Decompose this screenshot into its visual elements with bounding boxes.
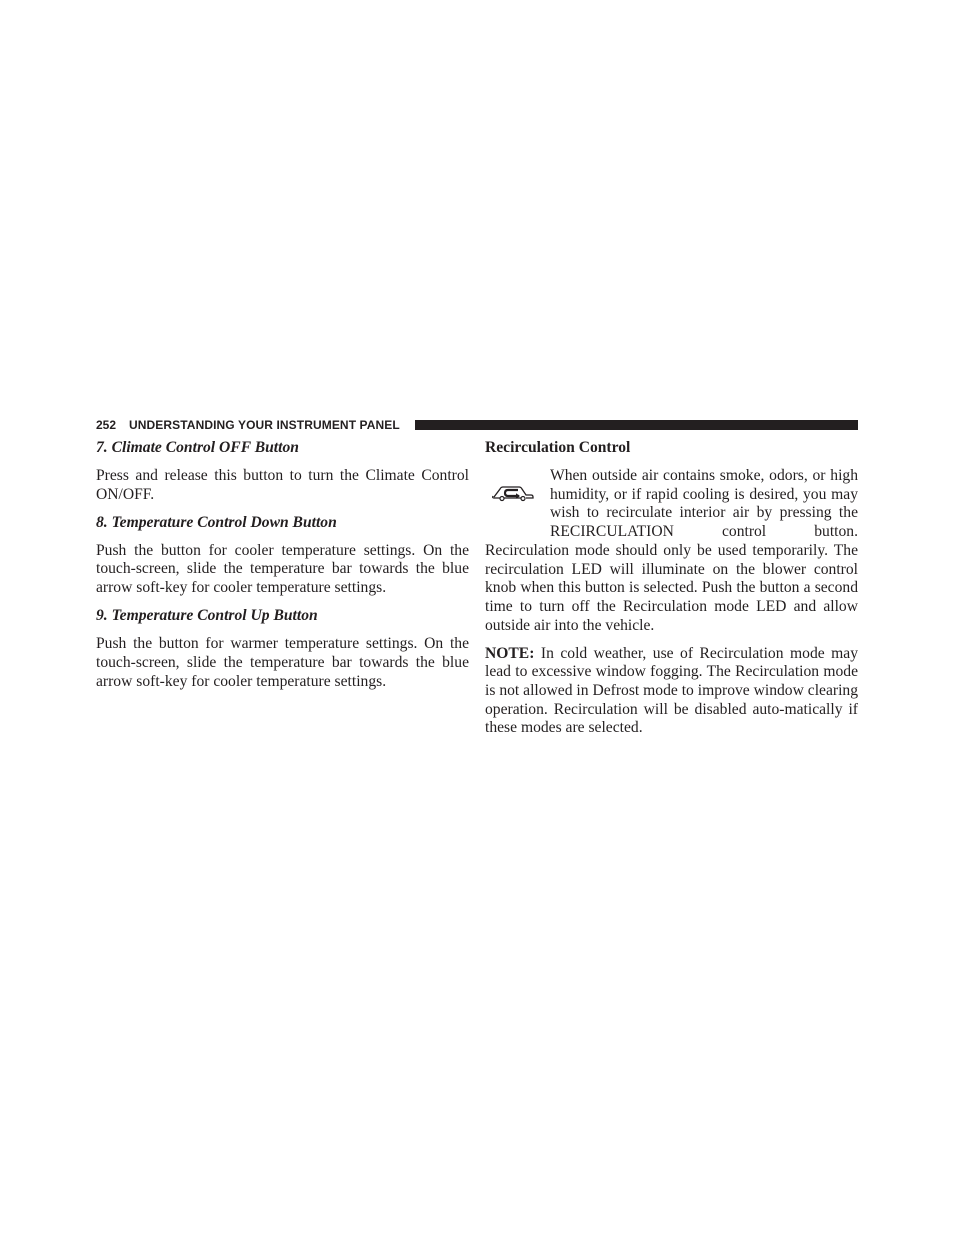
- temp-down-text: Push the button for cooler temperature settings. On the touch-screen, slide the temperature bar towards the blue arrow soft-key for cooler temperature settings.: [96, 541, 469, 597]
- climate-off-text: Press and release this button to turn the Climate Control ON/OFF.: [96, 467, 469, 503]
- page-number: 252: [96, 418, 117, 432]
- right-column: [485, 436, 858, 747]
- note-label: NOTE:: [485, 644, 535, 662]
- page-header: [96, 417, 858, 433]
- temp-up-text: Push the button for warmer temperature settings. On the touch-screen, slide the temperature bar towards the blue arrow soft-key for cooler temperature settings.: [96, 635, 469, 690]
- header-rule: [415, 420, 858, 430]
- climate-off-heading: 7. Climate Control OFF Button: [96, 439, 299, 456]
- recirculation-intro: [485, 467, 858, 542]
- temp-up-heading: 9. Temperature Control Up Button: [96, 607, 318, 625]
- section-title: UNDERSTANDING YOUR INSTRUMENT PANEL: [129, 418, 400, 432]
- left-column: [96, 436, 469, 701]
- temp-down-heading: 8. Temperature Control Down Button: [96, 513, 337, 531]
- recirculation-intro-text: When outside air contains smoke, odors, or high humidity, or if rapid cooling is desired, you may wish to recirculate interior air by pressing the RECIRCULATION control button.: [550, 467, 858, 541]
- recirculation-heading: Recirculation Control: [485, 439, 631, 456]
- recirculation-icon: [491, 481, 535, 503]
- note-text: In cold weather, use of Recirculation mode may lead to excessive window fogging. The Recirculation mode is not allowed in Defrost mode to improve window clearing operation. Recirculation will be disabled auto-matically if these modes are selected.: [485, 644, 858, 737]
- recirculation-continued-text: Recirculation mode should only be used temporarily. The recirculation LED will illuminate on the blower control knob when this button is selected. Push the button a second time to turn off the Recirculation mode LED and allow outside air into the vehicle.: [485, 541, 858, 634]
- recirculation-note: [485, 645, 858, 739]
